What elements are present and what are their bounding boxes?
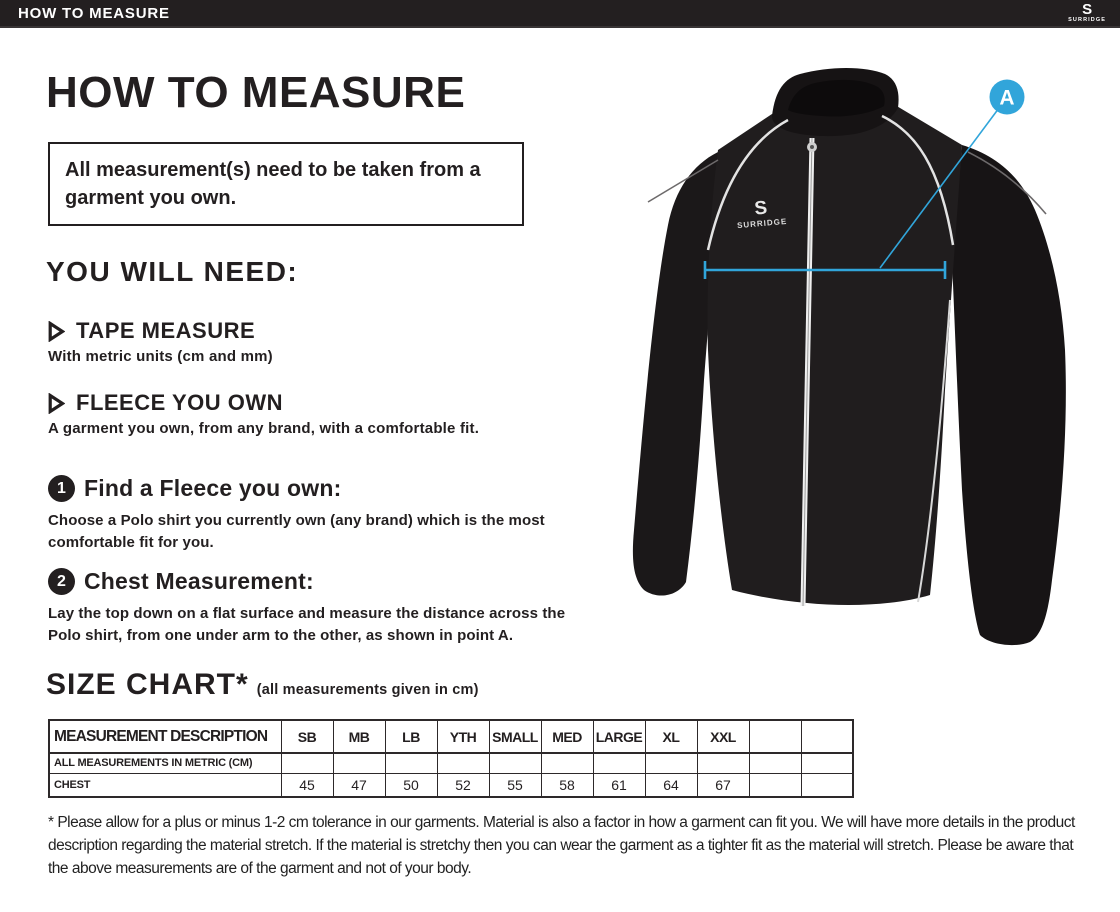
size-chart-title: SIZE CHART*: [46, 668, 249, 701]
size-value-cell: [541, 753, 593, 773]
surridge-logo: [1068, 3, 1120, 23]
size-chart-column-header: XL: [645, 720, 697, 753]
step-2: [48, 568, 593, 647]
size-value-cell: [437, 753, 489, 773]
row-label: ALL MEASUREMENTS IN METRIC (CM): [49, 753, 281, 773]
size-value-cell: 52: [437, 773, 489, 797]
need-item-description: A garment you own, from any brand, with a comfortable fit.: [48, 420, 480, 437]
size-chart-heading: [46, 668, 479, 702]
play-triangle-icon: [48, 321, 65, 342]
size-value-cell: [489, 753, 541, 773]
size-value-cell: 67: [697, 773, 749, 797]
svg-text:SURRIDGE: SURRIDGE: [736, 216, 788, 231]
size-value-cell: [333, 753, 385, 773]
size-chart-column-header: MED: [541, 720, 593, 753]
size-chart-column-header: MB: [333, 720, 385, 753]
jacket-right-sleeve: [952, 145, 1066, 645]
row-label: CHEST: [49, 773, 281, 797]
size-value-cell: [645, 753, 697, 773]
size-value-cell: 64: [645, 773, 697, 797]
step-1-title: Find a Fleece you own:: [84, 475, 342, 501]
need-item-tape-measure: [48, 318, 273, 365]
size-chart-column-header: SB: [281, 720, 333, 753]
size-chart-column-header: [749, 720, 801, 753]
size-chart-column-header: [801, 720, 853, 753]
surridge-s-icon: S: [1082, 1, 1093, 18]
size-chart-column-header: SMALL: [489, 720, 541, 753]
need-item-fleece: [48, 390, 479, 437]
size-chart-row: [49, 773, 853, 797]
size-value-cell: 45: [281, 773, 333, 797]
fleece-jacket-illustration: [600, 50, 1120, 710]
size-value-cell: 47: [333, 773, 385, 797]
play-triangle-icon: [48, 393, 65, 414]
page-title: HOW TO MEASURE: [46, 68, 466, 117]
step-1-badge: 1: [48, 475, 75, 502]
size-value-cell: 55: [489, 773, 541, 797]
size-chart-note: (all measurements given in cm): [256, 682, 479, 698]
step-2-title: Chest Measurement:: [84, 568, 314, 594]
point-a-badge: [990, 80, 1025, 115]
need-item-title: FLEECE YOU OWN: [76, 390, 284, 415]
size-chart-column-header: XXL: [697, 720, 749, 753]
size-chart-column-header: MEASUREMENT DESCRIPTION: [49, 720, 281, 753]
size-value-cell: [801, 753, 853, 773]
size-chart-column-header: LB: [385, 720, 437, 753]
size-chart-body: [49, 753, 853, 797]
jacket-left-sleeve: [633, 152, 718, 596]
size-value-cell: [749, 753, 801, 773]
step-2-description: Lay the top down on a flat surface and measure the distance across the Polo shirt, from one under arm to the other, as shown in point A.: [48, 605, 566, 644]
size-chart-column-header: YTH: [437, 720, 489, 753]
size-chart-table: [48, 719, 854, 798]
size-value-cell: [697, 753, 749, 773]
svg-text:A: A: [999, 86, 1015, 110]
need-item-description: With metric units (cm and mm): [48, 348, 273, 365]
size-value-cell: [385, 753, 437, 773]
size-value-cell: 58: [541, 773, 593, 797]
jacket-image: [600, 50, 1120, 710]
need-item-title: TAPE MEASURE: [76, 318, 256, 343]
size-value-cell: [749, 773, 801, 797]
jacket-body: [707, 105, 962, 605]
size-chart-row: [49, 753, 853, 773]
size-value-cell: [593, 753, 645, 773]
step-1: [48, 475, 593, 554]
svg-text:S: S: [753, 197, 769, 220]
size-value-cell: 61: [593, 773, 645, 797]
size-chart-header-row: [49, 720, 853, 753]
tolerance-footnote: * Please allow for a plus or minus 1-2 cm tolerance in our garments. Material is also a factor in how a garment can fit you. We will have more details in the product description regarding the material stretch. If the material is stretchy then you can wear the garment as a tighter fit as the material will stretch. Please be aware that the above measurements are of the garment and not of your body.: [48, 814, 1075, 877]
top-bar: [0, 0, 1120, 28]
surridge-brand-name: SURRIDGE: [1068, 16, 1106, 23]
you-will-need-heading: YOU WILL NEED:: [46, 256, 299, 287]
step-2-badge: 2: [48, 568, 75, 595]
step-1-description: Choose a Polo shirt you currently own (any brand) which is the most comfortable fit for you.: [48, 512, 545, 551]
size-value-cell: 50: [385, 773, 437, 797]
measurement-note-box: All measurement(s) need to be taken from a garment you own.: [48, 142, 524, 226]
top-bar-title: HOW TO MEASURE: [18, 4, 170, 22]
size-value-cell: [281, 753, 333, 773]
size-chart-column-header: LARGE: [593, 720, 645, 753]
size-value-cell: [801, 773, 853, 797]
